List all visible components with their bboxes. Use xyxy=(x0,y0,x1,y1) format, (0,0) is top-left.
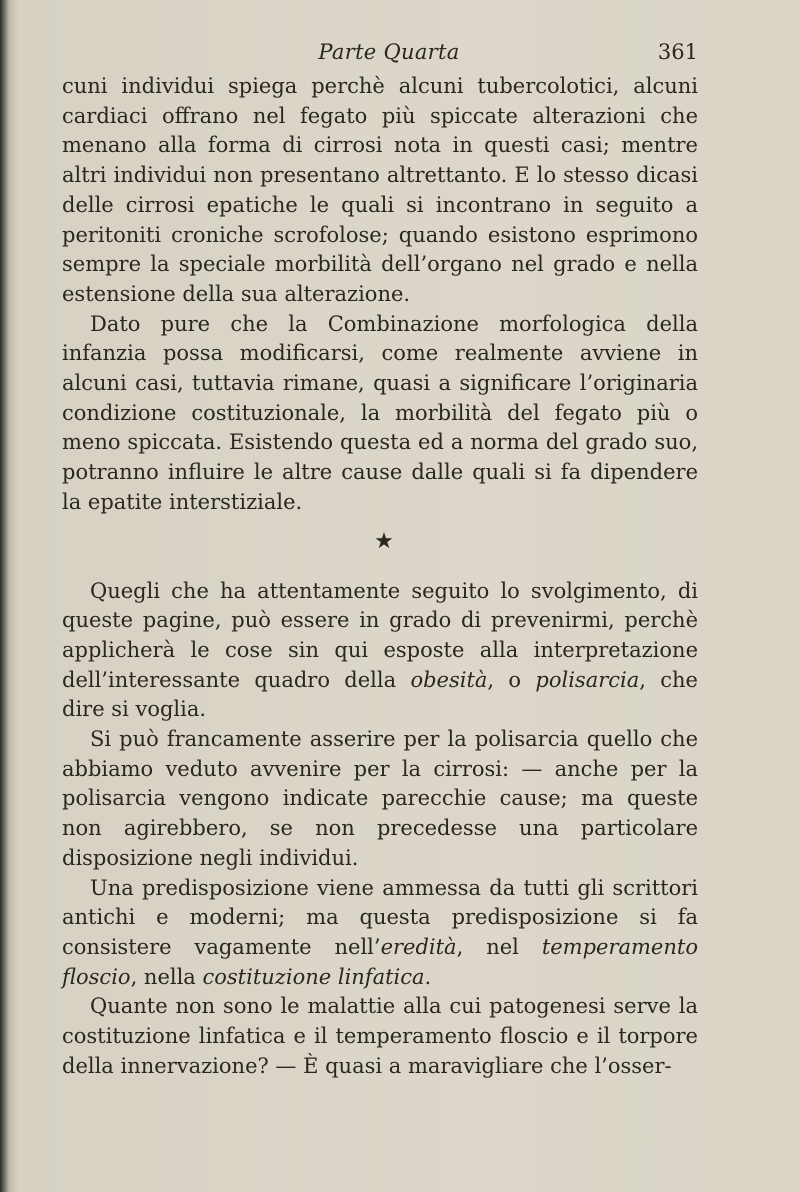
paragraph-text: Una predisposizione viene ammessa da tutti gli scrittori antichi e moderni; ma questa predisposizione si fa consistere vagamente nell’ xyxy=(62,875,698,959)
paragraph-text: Quegli che ha attentamente seguito lo svolgimento, di queste pagine, può essere in grado di prevenirmi, perchè applicherà le cose sin qui esposte alla interpretazione dell’interessante quadro della xyxy=(62,578,698,692)
page-number: 361 xyxy=(657,40,698,64)
page-header xyxy=(62,40,698,70)
running-title: Parte Quarta xyxy=(318,40,460,64)
paragraph-text: , nella xyxy=(130,964,203,989)
paragraph-text: . xyxy=(424,964,432,989)
paragraph xyxy=(62,874,698,993)
paragraph-text: , nel xyxy=(456,934,542,959)
section-separator-star: ★ xyxy=(374,528,394,554)
paragraph-continued: cuni individui spiega perchè alcuni tubercolotici, alcuni cardiaci offrano nel fegato più spiccate alterazioni che menano alla forma di cirrosi nota in questi casi; mentre altri individui non presentano altrettanto. E lo stesso dicasi delle cirrosi epatiche le quali si incontrano in seguito a peritoniti croniche scrofolose; quando esistono esprimono sempre la speciale morbilità dell’organo nel grado e nella estensione della sua alterazione. xyxy=(62,74,698,306)
paragraph: Dato pure che la Combinazione morfologica della infanzia possa modificarsi, come realmente avviene in alcuni casi, tuttavia rimane, quasi a significare l’originaria condizione costituzionale, la morbilità del fegato più o meno spiccata. Esistendo questa ed a norma del grado suo, potranno influire le altre cause dalle quali si fa dipendere la epatite interstiziale. xyxy=(62,311,698,514)
paragraph: Quante non sono le malattie alla cui patogenesi serve la costituzione linfatica e il temperamento floscio e il torpore della innervazione? — È quasi a maravigliare che l’osser- xyxy=(62,994,698,1078)
italic-term: polisarcia xyxy=(535,667,640,692)
italic-term: temperamento floscio xyxy=(62,934,698,989)
paragraph: Si può francamente asserire per la polisarcia quello che abbiamo veduto avvenire per la cirrosi: — anche per la polisarcia vengono indicate parecchie cause; ma queste non agirebbero, se non precedesse una particolare disposizione negli individui. xyxy=(62,727,698,870)
italic-term: eredità xyxy=(380,934,457,959)
italic-term: costituzione linfatica xyxy=(202,964,425,989)
paragraph-text: , che dire si voglia. xyxy=(62,667,698,722)
paragraph xyxy=(62,577,698,726)
italic-term: obesità xyxy=(410,667,488,692)
paragraph-text: , o xyxy=(487,667,536,692)
body-text xyxy=(62,72,698,1082)
